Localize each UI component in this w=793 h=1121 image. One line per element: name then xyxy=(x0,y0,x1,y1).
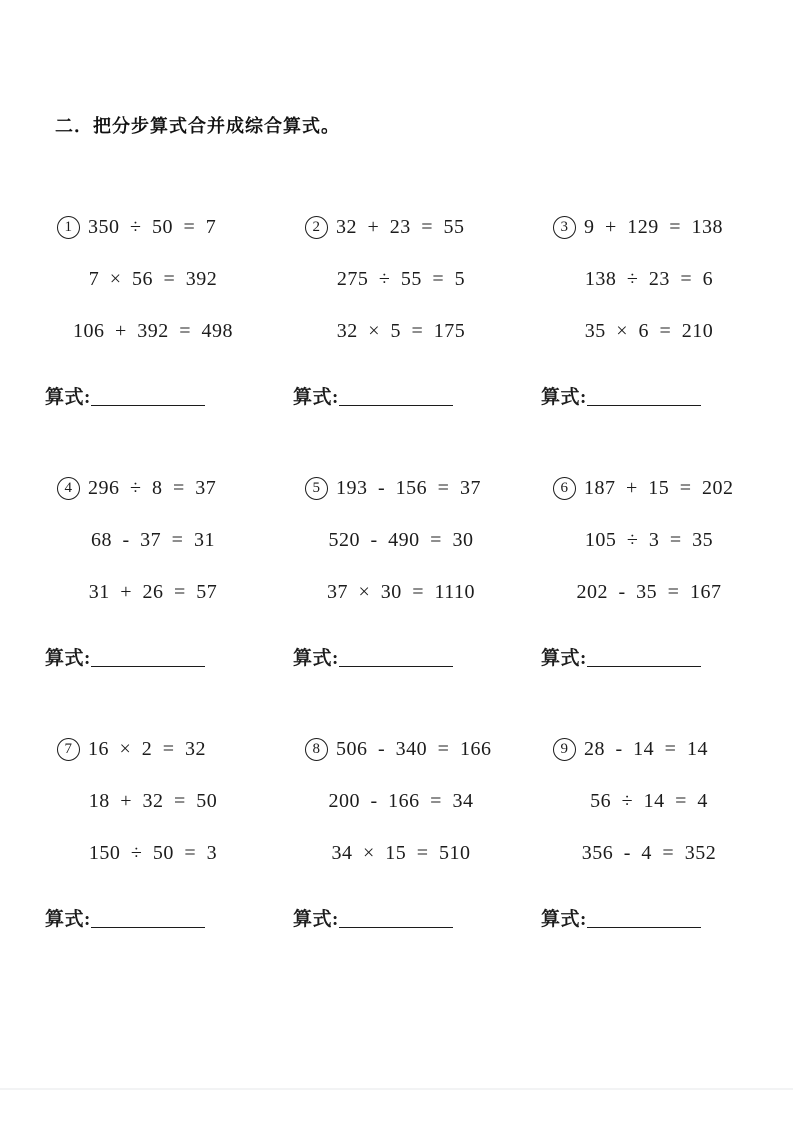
answer-blank[interactable] xyxy=(91,926,205,928)
problem-5 xyxy=(293,462,497,670)
problem-4 xyxy=(45,462,249,670)
equation-step-1: 9 + 129 = 138 xyxy=(584,216,724,238)
equation-step-3: 106 + 392 = 498 xyxy=(72,320,234,342)
answer-blank[interactable] xyxy=(339,404,453,406)
circled-number-icon: 6 xyxy=(553,477,576,500)
equation-step-1: 187 + 15 = 202 xyxy=(584,477,734,499)
problem-7 xyxy=(45,723,249,931)
answer-label: 算式: xyxy=(293,909,339,930)
problem-8 xyxy=(293,723,497,931)
problem-line xyxy=(305,462,497,514)
answer-blank[interactable] xyxy=(587,404,701,406)
equation-step-3: 32 × 5 = 175 xyxy=(336,320,466,342)
problem-line xyxy=(553,723,745,775)
equation-step-1: 350 ÷ 50 = 7 xyxy=(88,216,217,238)
equation-step-2: 18 + 32 = 50 xyxy=(88,790,218,812)
problem-line xyxy=(553,201,745,253)
answer-label: 算式: xyxy=(541,648,587,669)
circled-number-icon: 4 xyxy=(57,477,80,500)
equation-step-2: 105 ÷ 3 = 35 xyxy=(584,529,714,551)
equation-step-2: 138 ÷ 23 = 6 xyxy=(584,268,714,290)
equation-step-1: 296 ÷ 8 = 37 xyxy=(88,477,217,499)
answer-label: 算式: xyxy=(293,387,339,408)
answer-label: 算式: xyxy=(45,648,91,669)
circled-number-icon: 2 xyxy=(305,216,328,239)
answer-blank[interactable] xyxy=(339,665,453,667)
answer-blank[interactable] xyxy=(587,665,701,667)
equation-step-2: 68 - 37 = 31 xyxy=(91,529,215,551)
equation-step-3: 37 × 30 = 1110 xyxy=(326,581,476,603)
equation-step-2: 275 ÷ 55 = 5 xyxy=(336,268,466,290)
equation-step-2: 200 - 166 = 34 xyxy=(328,790,474,812)
equation-step-2: 7 × 56 = 392 xyxy=(88,268,218,290)
problem-line xyxy=(553,462,745,514)
answer-label: 算式: xyxy=(45,387,91,408)
answer-label: 算式: xyxy=(541,909,587,930)
answer-label: 算式: xyxy=(293,648,339,669)
problem-1 xyxy=(45,201,249,409)
equation-step-1: 193 - 156 = 37 xyxy=(336,477,481,499)
equation-step-3: 35 × 6 = 210 xyxy=(584,320,714,342)
answer-line xyxy=(45,357,249,417)
problem-line xyxy=(305,723,497,775)
problem-line xyxy=(57,201,249,253)
equation-step-3: 356 - 4 = 352 xyxy=(581,842,717,864)
circled-number-icon: 8 xyxy=(305,738,328,761)
answer-line xyxy=(293,357,497,417)
answer-label: 算式: xyxy=(45,909,91,930)
problem-6 xyxy=(541,462,745,670)
problem-9 xyxy=(541,723,745,931)
equation-step-1: 506 - 340 = 166 xyxy=(336,738,492,760)
equation-step-3: 31 + 26 = 57 xyxy=(88,581,218,603)
circled-number-icon: 3 xyxy=(553,216,576,239)
problem-line xyxy=(305,201,497,253)
answer-line xyxy=(541,618,745,678)
equation-step-1: 28 - 14 = 14 xyxy=(584,738,708,760)
circled-number-icon: 9 xyxy=(553,738,576,761)
answer-line xyxy=(45,618,249,678)
answer-label: 算式: xyxy=(541,387,587,408)
page-edge-divider xyxy=(0,1088,793,1090)
circled-number-icon: 7 xyxy=(57,738,80,761)
answer-blank[interactable] xyxy=(91,404,205,406)
problem-line xyxy=(57,723,249,775)
equation-step-3: 202 - 35 = 167 xyxy=(576,581,722,603)
answer-line xyxy=(541,879,745,939)
answer-line xyxy=(45,879,249,939)
equation-step-2: 56 ÷ 14 = 4 xyxy=(590,790,708,812)
answer-line xyxy=(293,879,497,939)
section-title: 二．把分步算式合并成综合算式。 xyxy=(55,116,340,136)
answer-blank[interactable] xyxy=(339,926,453,928)
equation-step-2: 520 - 490 = 30 xyxy=(328,529,474,551)
equation-step-3: 150 ÷ 50 = 3 xyxy=(88,842,218,864)
answer-line xyxy=(541,357,745,417)
problem-2 xyxy=(293,201,497,409)
answer-line xyxy=(293,618,497,678)
equation-step-3: 34 × 15 = 510 xyxy=(331,842,471,864)
equation-step-1: 16 × 2 = 32 xyxy=(88,738,207,760)
problem-3 xyxy=(541,201,745,409)
answer-blank[interactable] xyxy=(91,665,205,667)
circled-number-icon: 5 xyxy=(305,477,328,500)
answer-blank[interactable] xyxy=(587,926,701,928)
equation-step-1: 32 + 23 = 55 xyxy=(336,216,465,238)
problem-line xyxy=(57,462,249,514)
circled-number-icon: 1 xyxy=(57,216,80,239)
problems-grid xyxy=(45,201,793,931)
